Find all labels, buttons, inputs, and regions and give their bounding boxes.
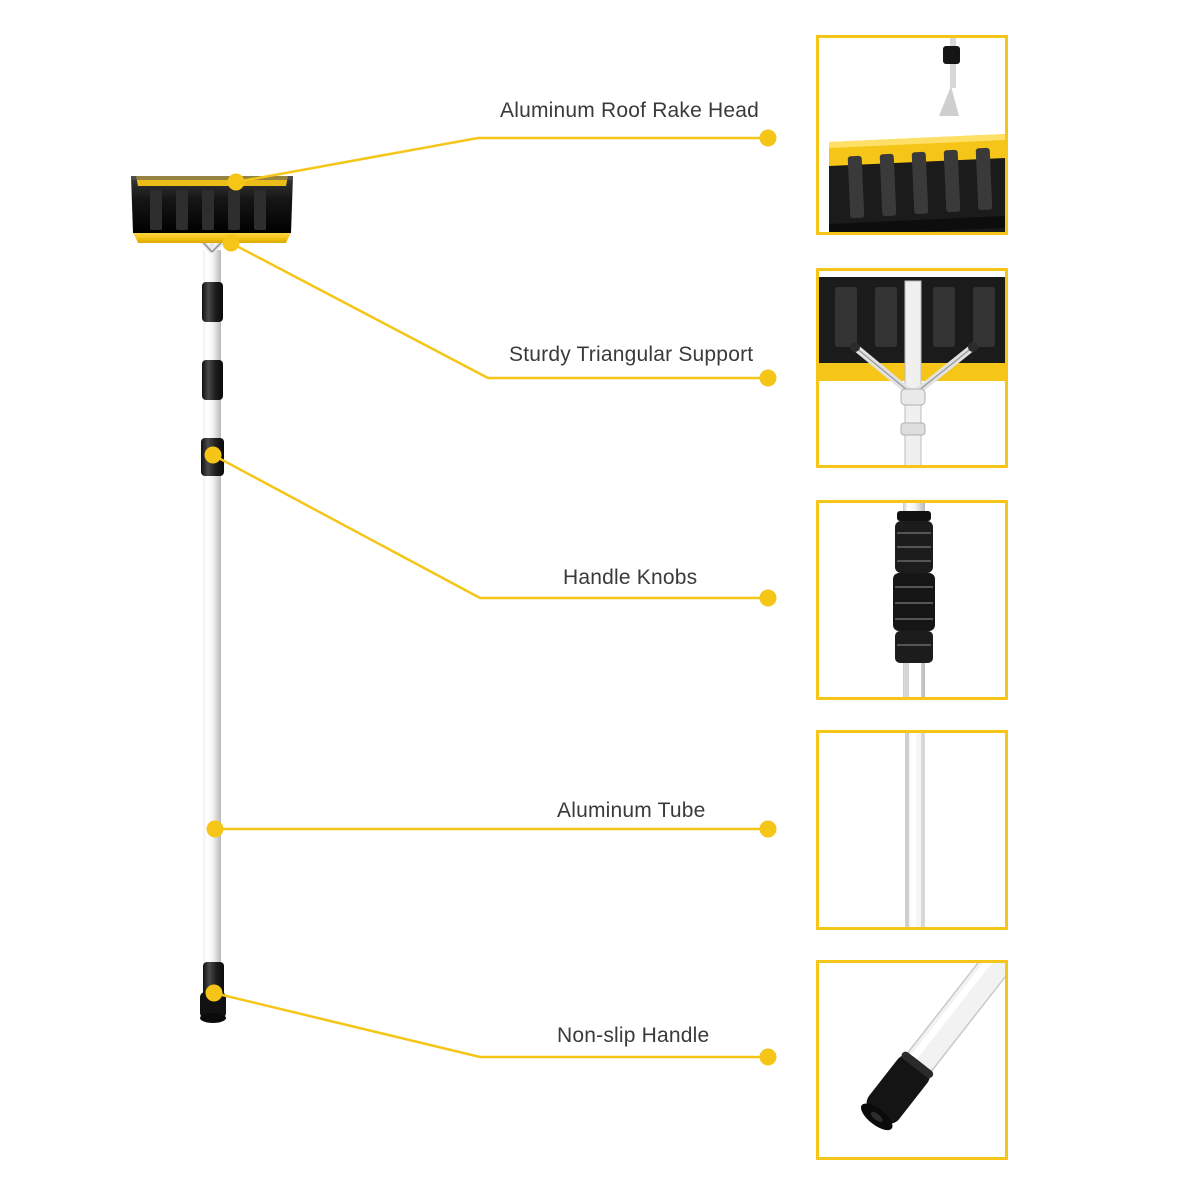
- detail-panel-triangular-support: [816, 268, 1008, 468]
- callout-label-triangular-support: Sturdy Triangular Support: [509, 343, 754, 366]
- product-non-slip-handle: [200, 992, 226, 1023]
- callout-label-roof-rake-head: Aluminum Roof Rake Head: [500, 99, 760, 122]
- detail-image-handle-knobs: [819, 503, 1008, 700]
- detail-image-aluminum-tube: [819, 733, 1008, 930]
- product-rake-head: [131, 176, 293, 243]
- detail-panel-non-slip-handle: [816, 960, 1008, 1160]
- detail-image-triangular-support: [819, 271, 1008, 468]
- callout-label-handle-knobs: Handle Knobs: [563, 566, 698, 589]
- detail-image-non-slip-handle: [819, 963, 1008, 1160]
- detail-panel-aluminum-tube: [816, 730, 1008, 930]
- callout-label-aluminum-tube: Aluminum Tube: [557, 799, 706, 822]
- callout-label-non-slip-handle: Non-slip Handle: [557, 1024, 710, 1047]
- detail-image-rake-head: [819, 38, 1008, 235]
- detail-panel-rake-head: [816, 35, 1008, 235]
- detail-panel-handle-knobs: [816, 500, 1008, 700]
